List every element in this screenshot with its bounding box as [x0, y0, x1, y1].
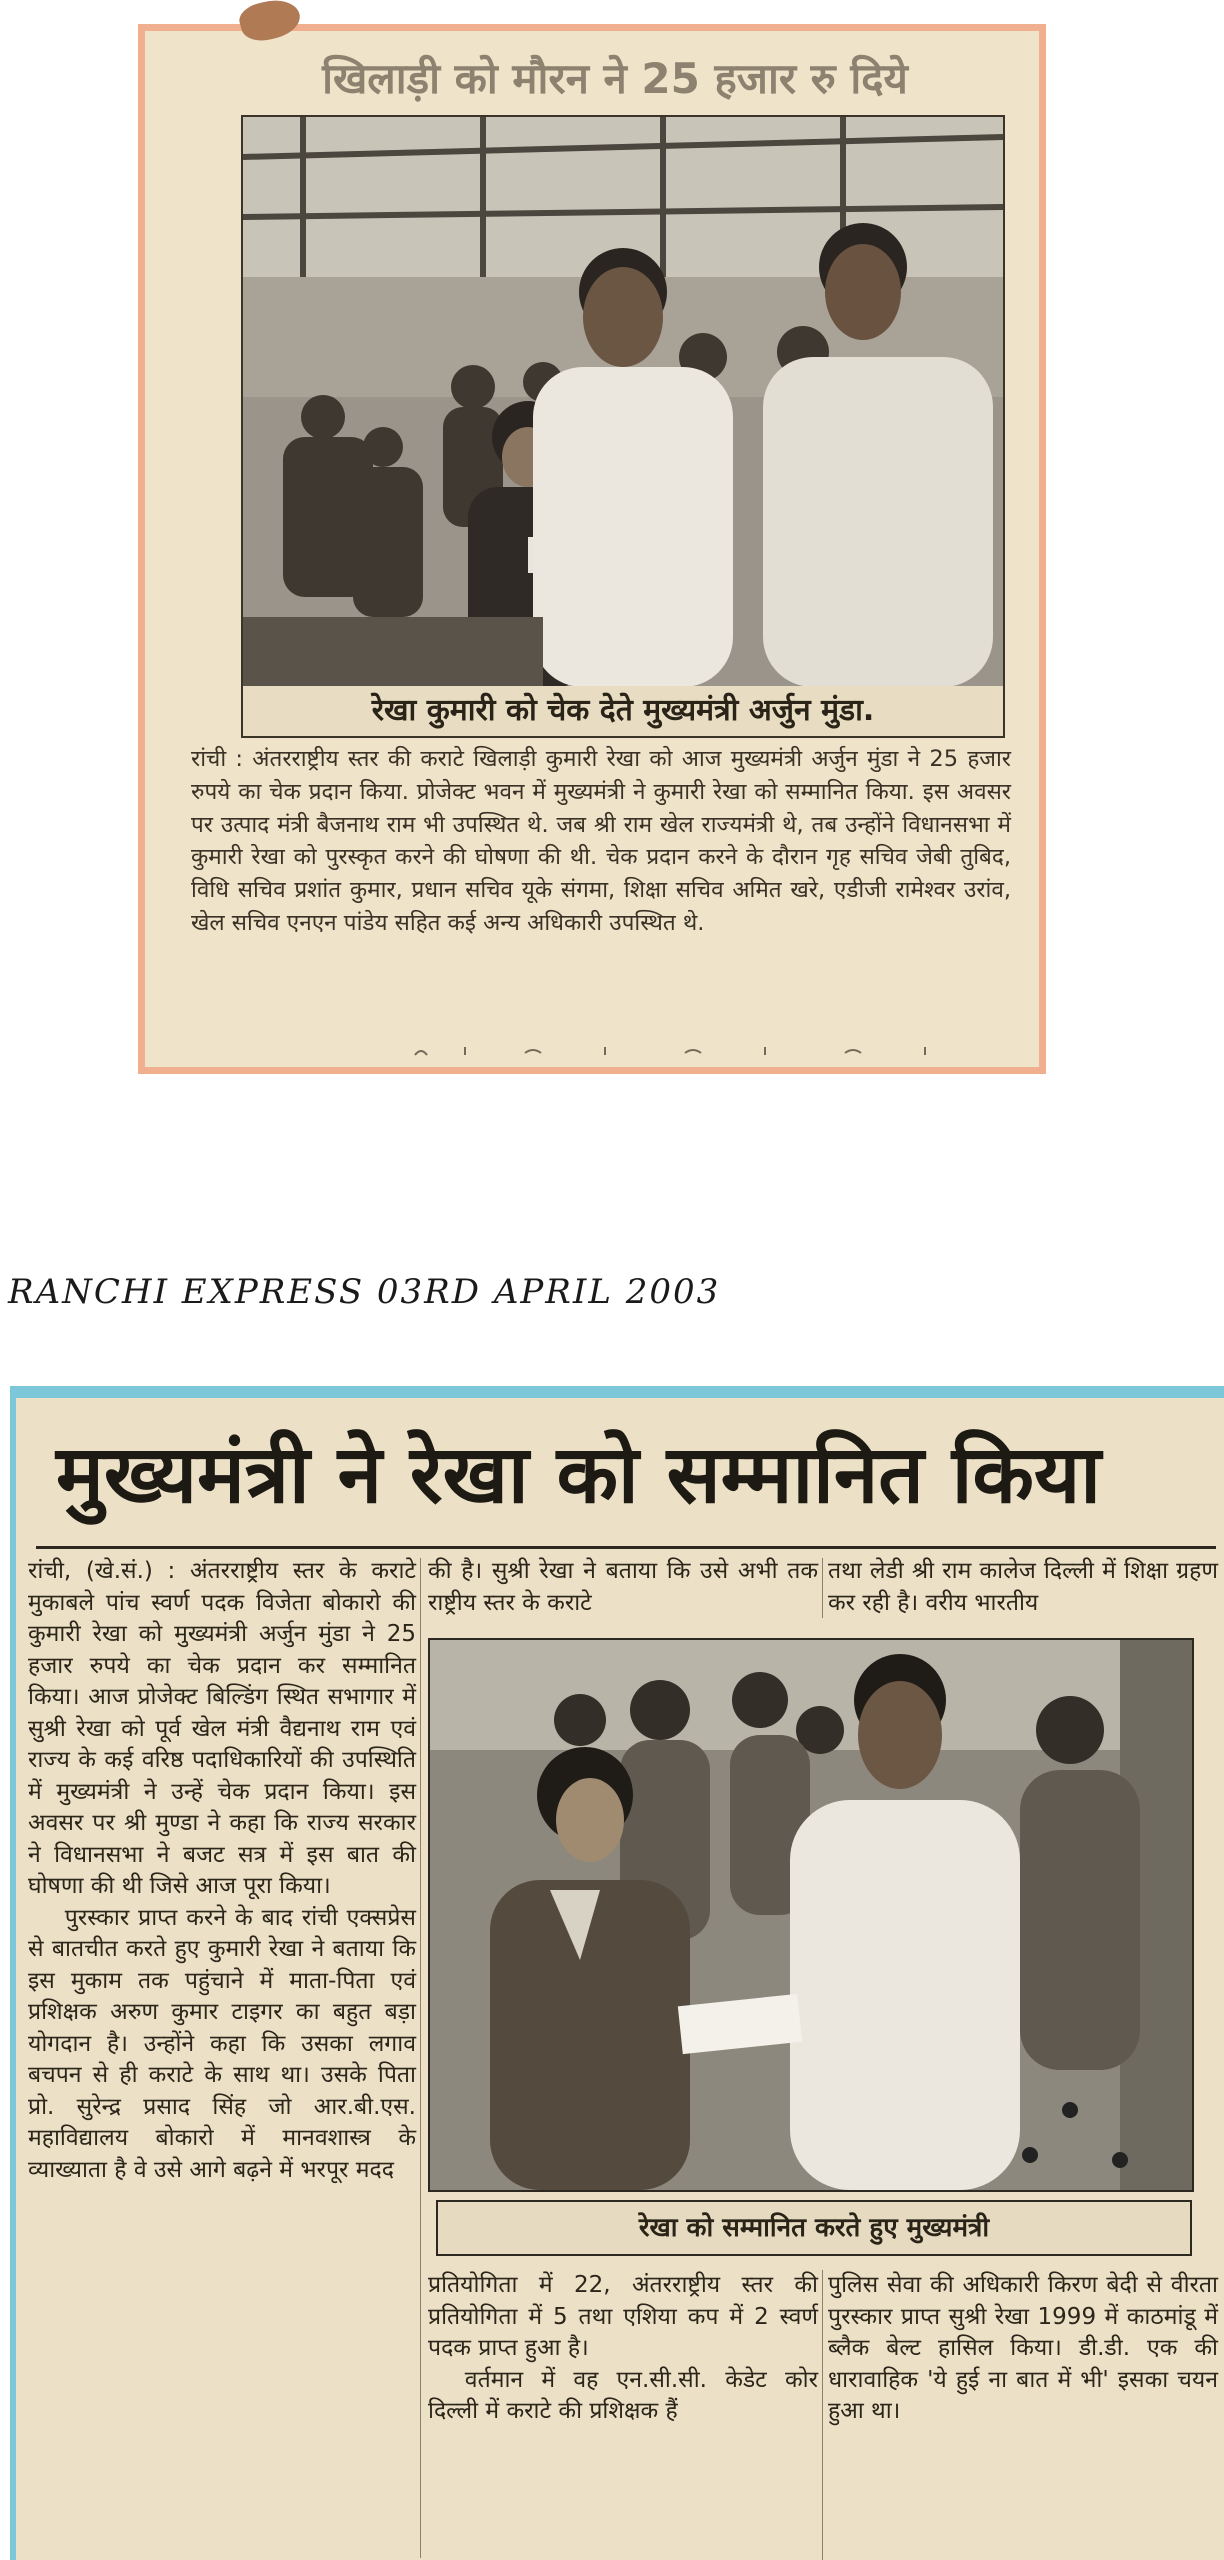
article-column-3-top: [828, 1556, 1218, 1619]
column-2-paragraph: प्रतियोगिता में 22, अंतरराष्ट्रीय स्तर की प्रतियोगिता में 5 तथा एशिया कप में 2 स्वर्ण पदक प्राप्त हुआ है।: [428, 2272, 818, 2361]
column-1-paragraph: पुरस्कार प्राप्त करने के बाद रांची एक्सप्रेस से बातचीत करते हुए कुमारी रेखा ने बताया कि इस मुकाम तक पहुंचाने में माता-पिता एवं प्रशिक्षक अरुण कुमार टाइगर का बहुत बड़ा योगदान है। उन्होंने कहा कि उसका लगाव बचपन से ही कराटे के साथ था। उसके पिता प्रो. सुरेन्द्र प्रसाद सिंह जो आर.बी.एस. महाविद्यालय बोकारो में मानवशास्त्र के व्याख्याता है वे उसे आगे बढ़ने में भरपूर मदद: [28, 1904, 416, 2183]
newspaper-clipping-1: [138, 24, 1046, 1074]
clipping-1-photo: [241, 115, 1005, 689]
column-2-paragraph: वर्तमान में वह एन.सी.सी. केडेट कोर दिल्ली में कराटे की प्रशिक्षक हैं: [428, 2366, 818, 2424]
column-1-paragraph: रांची, (खे.सं.) : अंतरराष्ट्रीय स्तर के कराटे मुकाबले पांच स्वर्ण पदक विजेता बोकारो की कुमारी रेखा को मुख्यमंत्री अर्जुन मुंडा ने 25 हजार रुपये का चेक प्रदान कर सम्मानित किया। आज प्रोजेक्ट बिल्डिंग स्थित सभागार में सुश्री रेखा को पूर्व खेल मंत्री वैद्यनाथ राम एवं राज्य के कई वरिष्ठ पदाधिकारियों की उपस्थिति में मुख्यमंत्री ने उन्हें चेक प्रदान किया। इस अवसर पर श्री मुण्डा ने कहा कि राज्य सरकार ने विधानसभा ने बजट सत्र में इस बात की घोषणा की थी जिसे आज पूरा किया।: [28, 1558, 416, 1899]
clipping-1-photo-caption: रेखा कुमारी को चेक देते मुख्यमंत्री अर्जुन मुंडा.: [241, 686, 1005, 738]
article-column-2-bottom: [428, 2270, 818, 2428]
handwritten-source-note: RANCHI EXPRESS 03RD APRIL 2003: [8, 1272, 721, 1312]
article-column-2-top: [428, 1556, 818, 1619]
clipping-2-photo: [428, 1638, 1194, 2192]
clipping-1-cut-line: [405, 1041, 965, 1061]
column-2-paragraph: की है। सुश्री रेखा ने बताया कि उसे अभी तक राष्ट्रीय स्तर के कराटे: [428, 1558, 818, 1616]
article-column-1: [28, 1556, 416, 2186]
column-divider: [822, 2270, 823, 2560]
clipping-1-headline: खिलाड़ी को मौरन ने 25 हजार रु दिये: [322, 54, 908, 103]
column-divider: [822, 1558, 823, 1618]
newspaper-clipping-2: [10, 1386, 1224, 2560]
column-3-paragraph: तथा लेडी श्री राम कालेज दिल्ली में शिक्षा ग्रहण कर रही है। वरीय भारतीय: [828, 1558, 1218, 1616]
headline-divider: [36, 1546, 1216, 1549]
clipping-1-article-body: [191, 743, 1011, 940]
column-divider: [420, 1558, 421, 2558]
clipping-2-photo-caption: रेखा को सम्मानित करते हुए मुख्यमंत्री: [436, 2200, 1192, 2256]
column-3-paragraph: पुलिस सेवा की अधिकारी किरण बेदी से वीरता पुरस्कार प्राप्त सुश्री रेखा 1999 में काठमांडू में ब्लैक बेल्ट हासिल किया। डी.डी. एक की धारावाहिक 'ये हुई ना बात में भी' इसका चयन हुआ था।: [828, 2272, 1218, 2424]
article-column-3-bottom: [828, 2270, 1218, 2428]
clipping-1-paragraph: रांची : अंतरराष्ट्रीय स्तर की कराटे खिलाड़ी कुमारी रेखा को आज मुख्यमंत्री अर्जुन मुंडा ने 25 हजार रुपये का चेक प्रदान किया. प्रोजेक्ट भवन में मुख्यमंत्री ने कुमारी रेखा को सम्मानित किया. इस अवसर पर उत्पाद मंत्री बैजनाथ राम भी उपस्थित थे. जब श्री राम खेल राज्यमंत्री थे, तब उन्होंने विधानसभा में कुमारी रेखा को पुरस्कृत करने की घोषणा की थी. चेक प्रदान करने के दौरान गृह सचिव जेबी तुबिद, विधि सचिव प्रशांत कुमार, प्रधान सचिव यूके संगमा, शिक्षा सचिव अमित खरे, एडीजी रामेश्वर उरांव, खेल सचिव एनएन पांडेय सहित कई अन्य अधिकारी उपस्थित थे.: [191, 746, 1011, 936]
clipping-2-headline: मुख्यमंत्री ने रेखा को सम्मानित किया: [56, 1428, 1102, 1521]
